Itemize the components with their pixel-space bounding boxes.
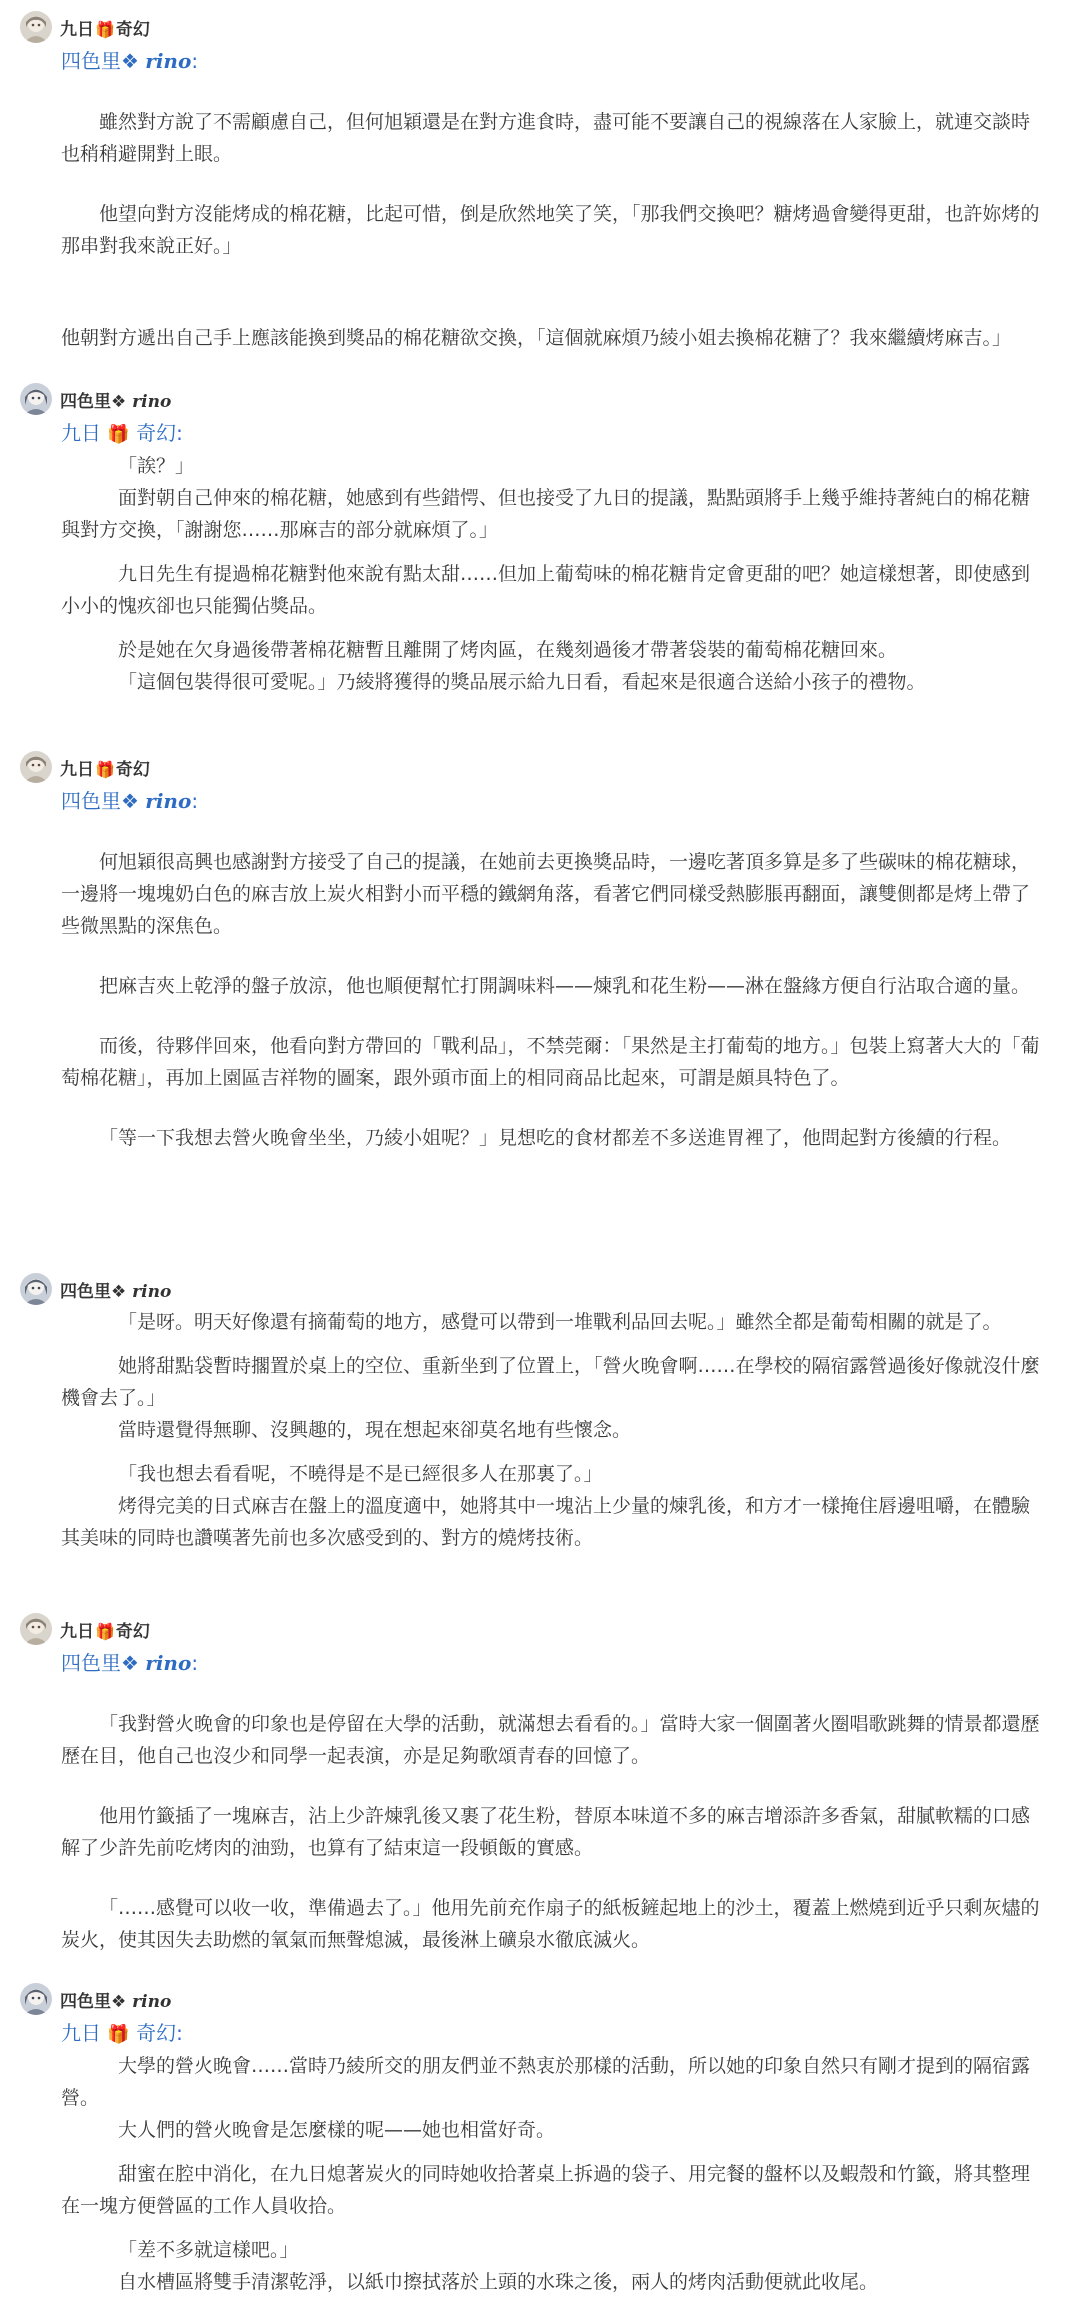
post-paragraph: 烤得完美的日式麻吉在盤上的溫度適中，她將其中一塊沾上少量的煉乳後，和方才一樣掩住唇邊咀嚼，在體驗其美味的同時也讚嘆著先前也多次感受到的、對方的燒烤技術。 [61,1495,1031,1549]
post-5 [20,1612,1045,1956]
avatar-image [20,1273,52,1305]
post-paragraph: 大學的營火晚會……當時乃綾所交的朋友們並不熱衷於那樣的活動，所以她的印象自然只有剛才提到的隔宿露營。 [61,2055,1031,2109]
post-paragraph: 大人們的營火晚會是怎麼樣的呢——她也相當好奇。 [118,2119,556,2141]
author-name[interactable]: 四色里❖ rino [60,1991,172,2012]
post-paragraph: 「差不多就這樣吧。」 [118,2239,299,2261]
author-name[interactable]: 九日🎁奇幻 [60,19,150,40]
gift-icon: 🎁 [107,2024,130,2045]
avatar[interactable] [20,1983,52,2015]
avatar[interactable] [20,11,52,43]
post-paragraph: 當時還覺得無聊、沒興趣的，現在想起來卻莫名地有些懷念。 [118,1419,632,1441]
post-paragraph: 自水槽區將雙手清潔乾淨，以紙巾擦拭落於上頭的水珠之後，兩人的烤肉活動便就此收尾。 [118,2271,879,2293]
gift-icon: 🎁 [95,19,115,39]
post-1 [20,10,1045,354]
quoted-author[interactable]: 四色里❖ rino: [61,1651,199,1675]
diamond-icon: ❖ [111,391,127,412]
diamond-icon: ❖ [121,1651,139,1675]
avatar-image [20,1613,52,1645]
post-paragraph: 雖然對方說了不需顧慮自己，但何旭穎還是在對方進食時，盡可能不要讓自己的視線落在人家臉上，就連交談時也稍稍避開對上眼。 [61,111,1031,165]
post-paragraph: 何旭穎很高興也感謝對方接受了自己的提議，在她前去更換獎品時，一邊吃著頂多算是多了些碳味的棉花糖球，一邊將一塊塊奶白色的麻吉放上炭火相對小而平穩的鐵網角落，看著它們同樣受熱膨脹再翻面，讓雙側都是烤上帶了些微黑點的深焦色。 [61,851,1031,937]
quoted-author[interactable]: 九日 🎁 奇幻: [61,2021,183,2045]
post-paragraph: 「我對營火晚會的印象也是停留在大學的活動，就滿想去看看的。」當時大家一個圍著火圈唱歌跳舞的情景都還歷歷在目，他自己也沒少和同學一起表演，亦是足夠歌頌青春的回憶了。 [61,1713,1040,1767]
post-paragraph: 「等一下我想去營火晚會坐坐，乃綾小姐呢？」見想吃的食材都差不多送進胃裡了，他問起對方後續的行程。 [99,1127,1012,1149]
post-paragraph: 把麻吉夾上乾淨的盤子放涼，他也順便幫忙打開調味料——煉乳和花生粉——淋在盤緣方便自行沾取合適的量。 [99,975,1031,997]
post-paragraph: 「我也想去看看呢，不曉得是不是已經很多人在那裏了。」 [118,1463,603,1485]
post-3 [20,750,1045,1154]
post-paragraph: 他用竹籤插了一塊麻吉，沾上少許煉乳後又裹了花生粉，替原本味道不多的麻吉增添許多香氣，甜膩軟糯的口感解了少許先前吃烤肉的油勁，也算有了結束這一段頓飯的實感。 [61,1805,1031,1859]
post-paragraph: 她將甜點袋暫時擱置於桌上的空位、重新坐到了位置上，「營火晚會啊……在學校的隔宿露營過後好像就沒什麼機會去了。」 [61,1355,1040,1409]
avatar[interactable] [20,751,52,783]
gift-icon: 🎁 [95,759,115,779]
post-paragraph: 他望向對方沒能烤成的棉花糖，比起可惜，倒是欣然地笑了笑，「那我們交換吧？糖烤過會變得更甜，也許妳烤的那串對我來說正好。」 [61,203,1040,257]
avatar-image [20,11,52,43]
post-paragraph: 他朝對方遞出自己手上應該能換到獎品的棉花糖欲交換，「這個就麻煩乃綾小姐去換棉花糖了？我來繼續烤麻吉。」 [61,327,1012,349]
avatar[interactable] [20,1613,52,1645]
post-paragraph: 「誒？」 [118,455,195,477]
author-name[interactable]: 九日🎁奇幻 [60,759,150,780]
post-paragraph: 而後，待夥伴回來，他看向對方帶回的「戰利品」，不禁莞爾：「果然是主打葡萄的地方。」包裝上寫著大大的「葡萄棉花糖」，再加上園區吉祥物的圖案，跟外頭市面上的相同商品比起來，可謂是頗具特色了。 [61,1035,1040,1089]
quoted-author[interactable]: 九日 🎁 奇幻: [61,421,183,445]
post-paragraph: 「是呀。明天好像還有摘葡萄的地方，感覺可以帶到一堆戰利品回去呢。」雖然全都是葡萄相關的就是了。 [118,1311,1002,1333]
gift-icon: 🎁 [107,424,130,445]
avatar-image [20,1983,52,2015]
diamond-icon: ❖ [111,1281,127,1302]
post-paragraph: 面對朝自己伸來的棉花糖，她感到有些錯愕、但也接受了九日的提議，點點頭將手上幾乎維持著純白的棉花糖與對方交換，「謝謝您……那麻吉的部分就麻煩了。」 [61,487,1031,541]
gift-icon: 🎁 [95,1621,115,1641]
post-paragraph: 九日先生有提過棉花糖對他來說有點太甜……但加上葡萄味的棉花糖肯定會更甜的吧？她這樣想著，即使感到小小的愧疚卻也只能獨佔獎品。 [61,563,1031,617]
post-paragraph: 「……感覺可以收一收，準備過去了。」他用先前充作扇子的紙板鏟起地上的沙土，覆蓋上燃燒到近乎只剩灰燼的炭火，使其因失去助燃的氧氣而無聲熄滅，最後淋上礦泉水徹底滅火。 [61,1897,1040,1951]
avatar-image [20,383,52,415]
post-6 [20,1982,1045,2298]
author-name[interactable]: 四色里❖ rino [60,1281,172,1302]
avatar[interactable] [20,1273,52,1305]
quoted-author[interactable]: 四色里❖ rino: [61,49,199,73]
author-name[interactable]: 九日🎁奇幻 [60,1621,150,1642]
post-4 [20,1272,1045,1554]
post-paragraph: 「這個包裝得很可愛呢。」乃綾將獲得的獎品展示給九日看，看起來是很適合送給小孩子的禮物。 [118,671,926,693]
diamond-icon: ❖ [121,789,139,813]
quoted-author[interactable]: 四色里❖ rino: [61,789,199,813]
post-2 [20,382,1045,698]
diamond-icon: ❖ [121,49,139,73]
diamond-icon: ❖ [111,1991,127,2012]
author-name[interactable]: 四色里❖ rino [60,391,172,412]
avatar[interactable] [20,383,52,415]
post-paragraph: 甜蜜在腔中消化，在九日熄著炭火的同時她收拾著桌上拆過的袋子、用完餐的盤杯以及蝦殼和竹籤，將其整理在一塊方便營區的工作人員收拾。 [61,2163,1031,2217]
post-paragraph: 於是她在欠身過後帶著棉花糖暫且離開了烤肉區，在幾刻過後才帶著袋裝的葡萄棉花糖回來。 [118,639,898,661]
avatar-image [20,751,52,783]
